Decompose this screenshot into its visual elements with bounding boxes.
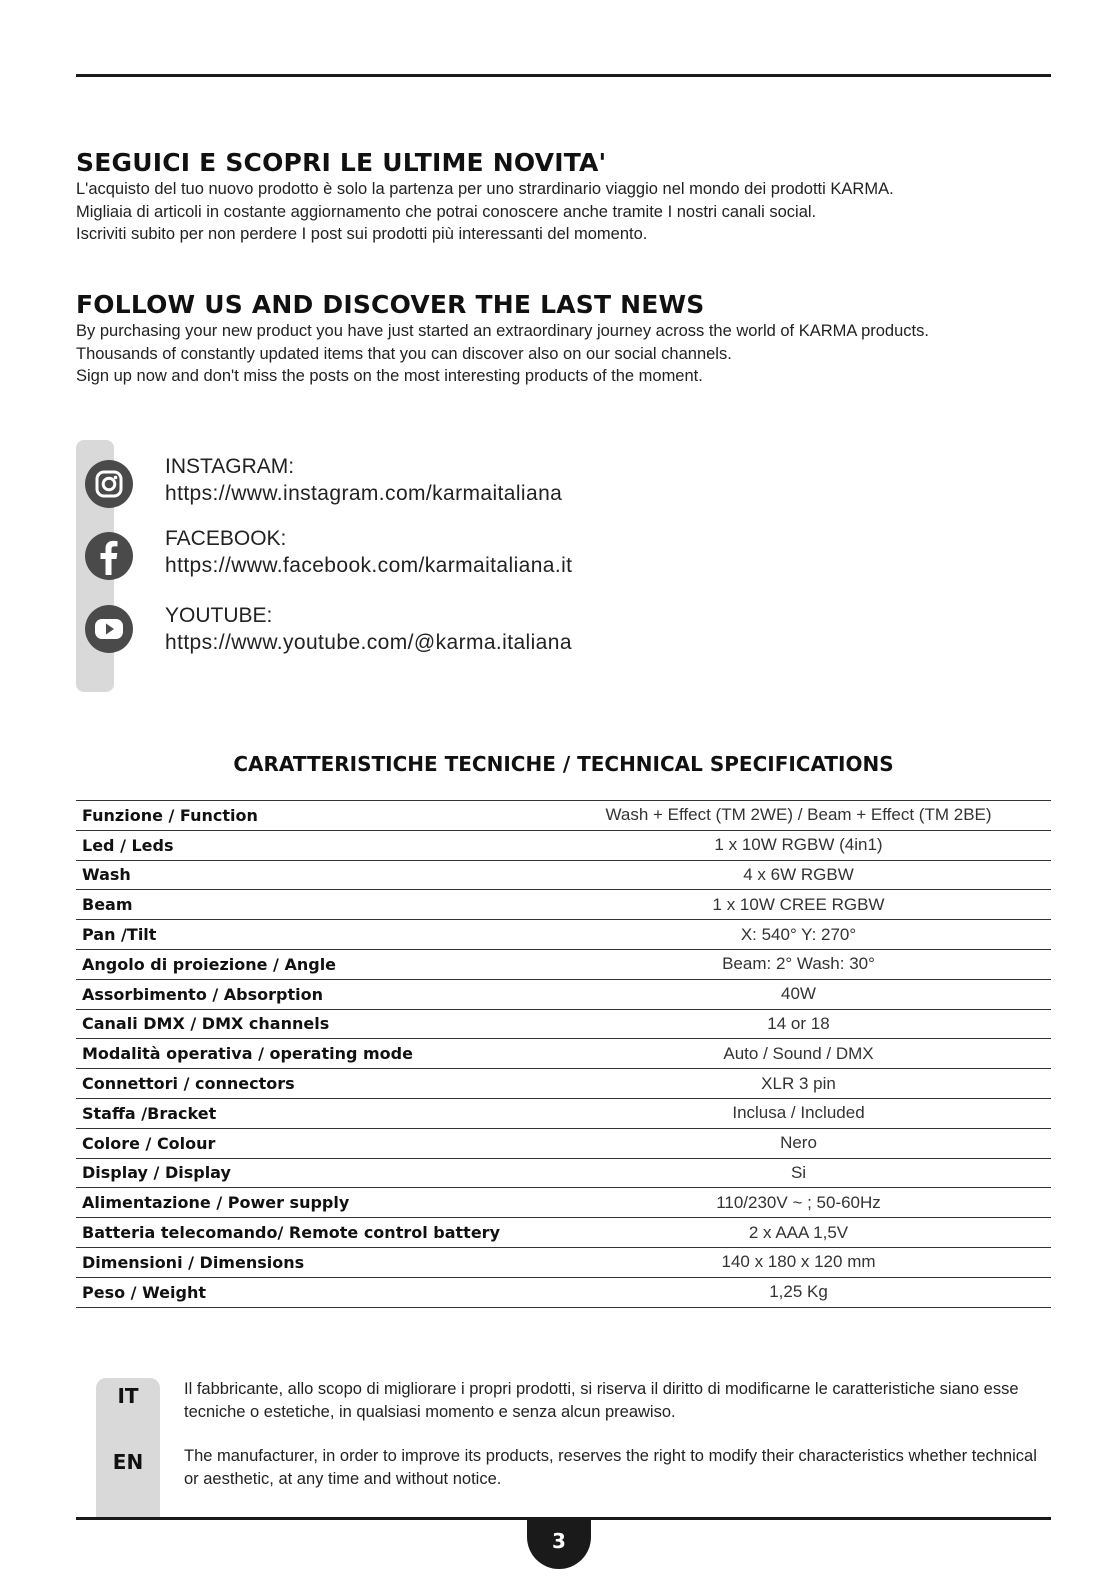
manufacturer-notice xyxy=(96,1378,1056,1518)
instagram-url[interactable]: https://www.instagram.com/karmaitaliana xyxy=(165,482,563,505)
english-intro xyxy=(76,290,1051,388)
table-row xyxy=(76,1039,1051,1069)
facebook-url[interactable]: https://www.facebook.com/karmaitaliana.it xyxy=(165,554,573,577)
spec-value: Auto / Sound / DMX xyxy=(546,1039,1051,1069)
table-row xyxy=(76,1188,1051,1218)
youtube-label: YOUTUBE: xyxy=(165,604,273,627)
english-line-3: Sign up now and don't miss the posts on the most interesting products of the moment. xyxy=(76,367,703,385)
spec-key: Wash xyxy=(76,860,546,890)
spec-value: XLR 3 pin xyxy=(546,1069,1051,1099)
table-row xyxy=(76,830,1051,860)
spec-value: Inclusa / Included xyxy=(546,1098,1051,1128)
spec-value: 1 x 10W RGBW (4in1) xyxy=(546,830,1051,860)
english-heading: FOLLOW US AND DISCOVER THE LAST NEWS xyxy=(76,290,705,319)
spec-key: Assorbimento / Absorption xyxy=(76,979,546,1009)
spec-key: Staffa /Bracket xyxy=(76,1098,546,1128)
specs-table xyxy=(76,800,1051,1308)
spec-key: Peso / Weight xyxy=(76,1277,546,1307)
spec-key: Funzione / Function xyxy=(76,801,546,831)
spec-value: 110/230V ~ ; 50-60Hz xyxy=(546,1188,1051,1218)
spec-key: Led / Leds xyxy=(76,830,546,860)
spec-value: Nero xyxy=(546,1128,1051,1158)
spec-key: Dimensioni / Dimensions xyxy=(76,1247,546,1277)
spec-value: 40W xyxy=(546,979,1051,1009)
table-row xyxy=(76,1247,1051,1277)
table-row xyxy=(76,1009,1051,1039)
youtube-icon[interactable] xyxy=(84,604,134,654)
table-row xyxy=(76,1128,1051,1158)
spec-key: Angolo di proiezione / Angle xyxy=(76,949,546,979)
social-links xyxy=(76,440,776,692)
spec-key: Batteria telecomando/ Remote control battery xyxy=(76,1218,546,1248)
notice-text-en: The manufacturer, in order to improve its products, reserves the right to modify their characteristics whether technical or aesthetic, at any time and without notice. xyxy=(184,1447,1037,1488)
spec-key: Connettori / connectors xyxy=(76,1069,546,1099)
spec-value: 2 x AAA 1,5V xyxy=(546,1218,1051,1248)
italian-line-2: Migliaia di articoli in costante aggiornamento che potrai conoscere anche tramite I nostri canali social. xyxy=(76,202,817,221)
spec-value: Wash + Effect (TM 2WE) / Beam + Effect (TM 2BE) xyxy=(546,801,1051,831)
spec-value: 1,25 Kg xyxy=(546,1277,1051,1307)
spec-key: Display / Display xyxy=(76,1158,546,1188)
facebook-icon[interactable] xyxy=(84,531,134,581)
instagram-icon[interactable] xyxy=(84,459,134,509)
spec-key: Beam xyxy=(76,890,546,920)
table-row xyxy=(76,1069,1051,1099)
table-row xyxy=(76,890,1051,920)
table-row xyxy=(76,1098,1051,1128)
italian-line-1: L'acquisto del tuo nuovo prodotto è solo la partenza per uno strardinario viaggio nel mondo dei prodotti KARMA. xyxy=(76,180,894,198)
spec-key: Pan /Tilt xyxy=(76,920,546,950)
spec-value: Beam: 2° Wash: 30° xyxy=(546,949,1051,979)
instagram-entry xyxy=(165,453,562,507)
spec-key: Canali DMX / DMX channels xyxy=(76,1009,546,1039)
table-row xyxy=(76,1277,1051,1307)
spec-value: X: 540° Y: 270° xyxy=(546,920,1051,950)
facebook-entry xyxy=(165,525,572,579)
italian-heading: SEGUICI E SCOPRI LE ULTIME NOVITA' xyxy=(76,148,607,177)
notice-text-it: Il fabbricante, allo scopo di migliorare i propri prodotti, si riserva il diritto di modificarne le caratteristiche siano esse tecniche o estetiche, in qualsiasi momento e senza alcun preawiso. xyxy=(184,1380,1019,1421)
specs-title: CARATTERISTICHE TECNICHE / TECHNICAL SPECIFICATIONS xyxy=(233,752,894,776)
facebook-label: FACEBOOK: xyxy=(165,527,287,550)
instagram-label: INSTAGRAM: xyxy=(165,455,295,478)
lang-label-it: IT xyxy=(117,1384,139,1408)
lang-label-en: EN xyxy=(112,1450,144,1474)
spec-value: 140 x 180 x 120 mm xyxy=(546,1247,1051,1277)
top-rule xyxy=(76,74,1051,77)
spec-key: Colore / Colour xyxy=(76,1128,546,1158)
table-row xyxy=(76,920,1051,950)
spec-value: 14 or 18 xyxy=(546,1009,1051,1039)
table-row xyxy=(76,1218,1051,1248)
english-line-1: By purchasing your new product you have just started an extraordinary journey across the world of KARMA products. xyxy=(76,322,929,340)
english-line-2: Thousands of constantly updated items that you can discover also on our social channels. xyxy=(76,344,732,363)
spec-value: Si xyxy=(546,1158,1051,1188)
youtube-url[interactable]: https://www.youtube.com/@karma.italiana xyxy=(165,631,572,654)
spec-value: 1 x 10W CREE RGBW xyxy=(546,890,1051,920)
page-number: 3 xyxy=(527,1519,591,1569)
italian-intro xyxy=(76,148,1051,246)
spec-key: Modalità operativa / operating mode xyxy=(76,1039,546,1069)
table-row xyxy=(76,979,1051,1009)
youtube-entry xyxy=(165,602,572,656)
table-row xyxy=(76,801,1051,831)
table-row xyxy=(76,949,1051,979)
spec-key: Alimentazione / Power supply xyxy=(76,1188,546,1218)
italian-line-3: Iscriviti subito per non perdere I post sui prodotti più interessanti del momento. xyxy=(76,225,648,243)
spec-value: 4 x 6W RGBW xyxy=(546,860,1051,890)
table-row xyxy=(76,860,1051,890)
table-row xyxy=(76,1158,1051,1188)
